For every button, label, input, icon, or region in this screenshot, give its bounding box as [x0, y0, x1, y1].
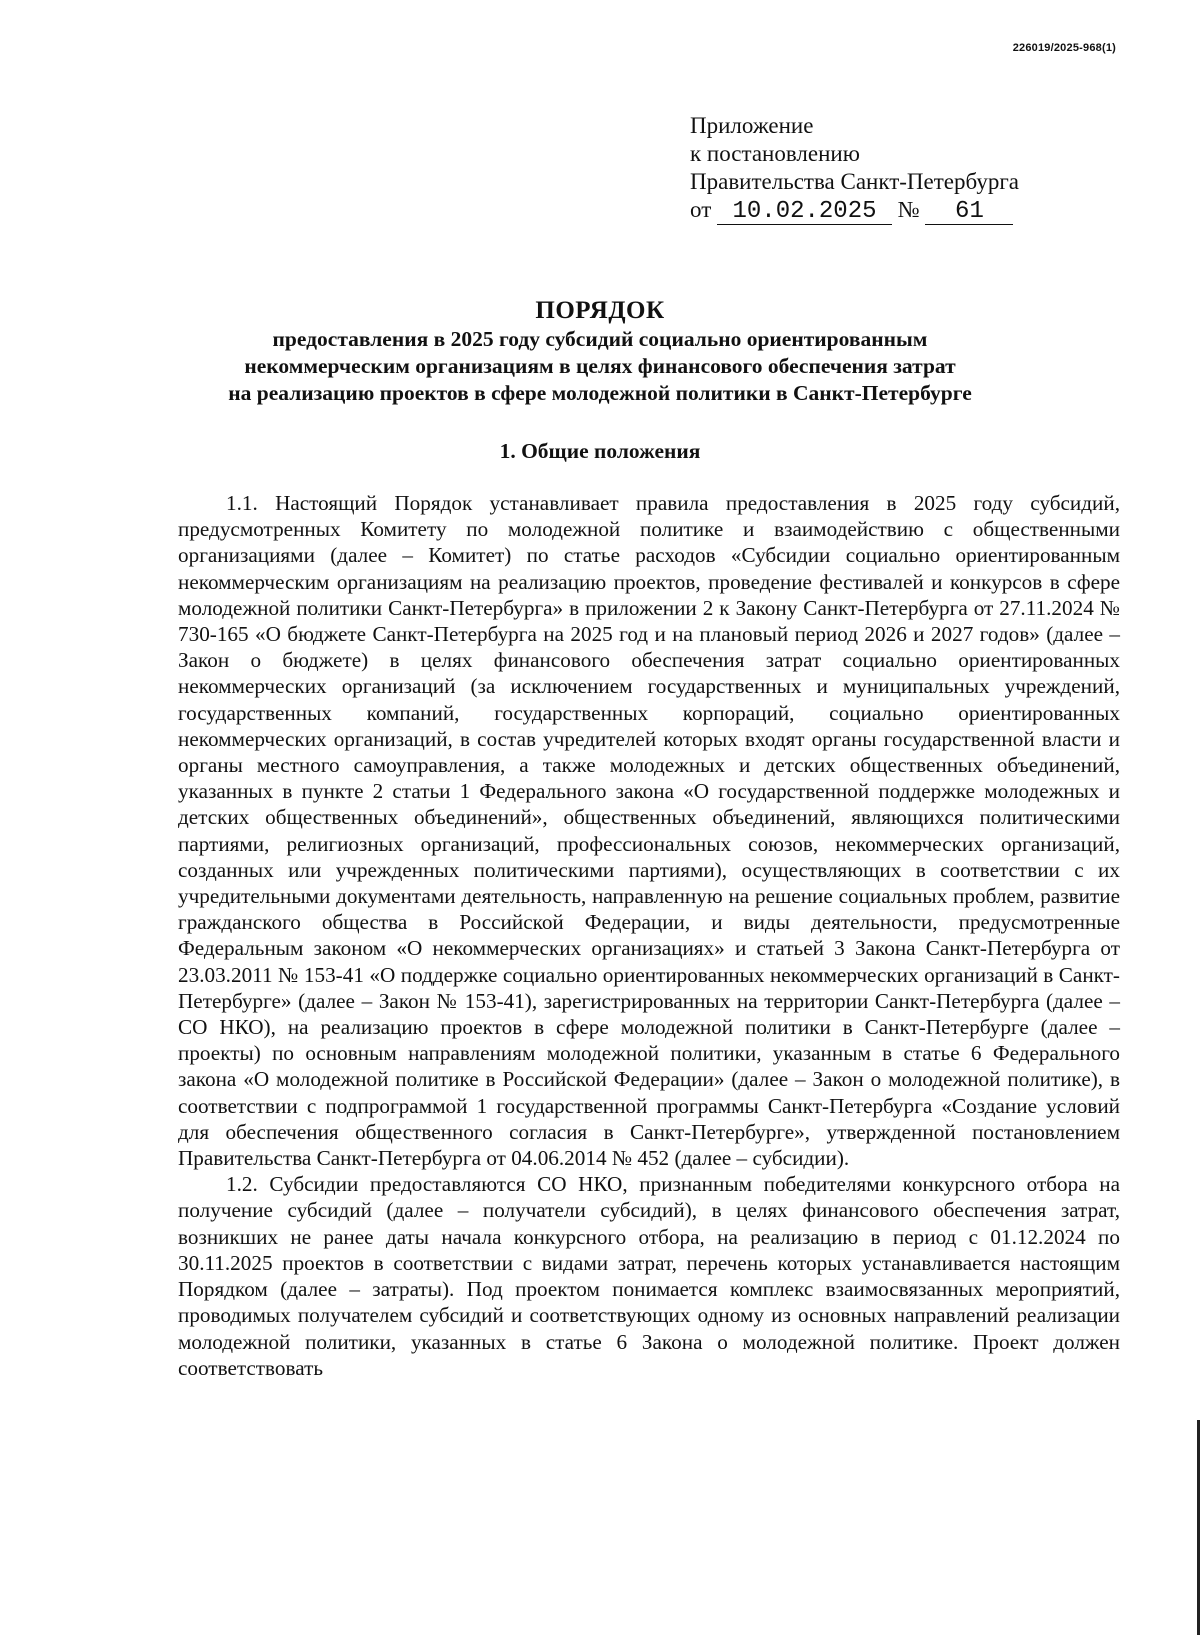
appendix-block	[690, 112, 1019, 225]
number-value: 61	[925, 200, 1013, 225]
section-heading: 1. Общие положения	[499, 439, 701, 463]
date-value: 10.02.2025	[717, 200, 892, 225]
title-line-1: предоставления в 2025 году субсидий социально ориентированным	[272, 327, 928, 351]
body-text	[178, 490, 1120, 1381]
appendix-line-3: Правительства Санкт-Петербурга	[690, 169, 1019, 194]
title-line-3: на реализацию проектов в сфере молодежной политики в Санкт-Петербурге	[228, 381, 972, 405]
appendix-date-line	[690, 196, 1019, 225]
paragraph-1-1: 1.1. Настоящий Порядок устанавливает правила предоставления в 2025 году субсидий, предусмотренных Комитету по молодежной политике и взаимодействию с общественными организациями (далее – Комитет) по статье расходов «Субсидии социально ориентированным некоммерческим организациям на реализацию проектов, проведение фестивалей и конкурсов в сфере молодежной политики Санкт-Петербурга» в приложении 2 к Закону Санкт-Петербурга от 27.11.2024 № 730-165 «О бюджете Санкт-Петербурга на 2025 год и на плановый период 2026 и 2027 годов» (далее – Закон о бюджете) в целях финансового обеспечения затрат социально ориентированных некоммерческих организаций (за исключением государственных и муниципальных учреждений, государственных компаний, государственных корпораций, социально ориентированных некоммерческих организаций, в состав учредителей которых входят органы государственной власти и органы местного самоуправления, а также молодежных и детских общественных объединений, указанных в пункте 2 статьи 1 Федерального закона «О государственной поддержке молодежных и детских общественных объединений», общественных объединений, являющихся политическими партиями, религиозных организаций, профессиональных союзов, некоммерческих организаций, созданных или учрежденных политическими партиями), осуществляющих в соответствии с их учредительными документами деятельность, направленную на решение социальных проблем, развитие гражданского общества в Российской Федерации, и виды деятельности, предусмотренные Федеральным законом «О некоммерческих организациях» и статьей 3 Закона Санкт-Петербурга от 23.03.2011 № 153-41 «О поддержке социально ориентированных некоммерческих организаций в Санкт-Петербурге» (далее – Закон № 153-41), зарегистрированных на территории Санкт-Петербурга (далее – СО НКО), на реализацию проектов в сфере молодежной политики в Санкт-Петербурге (далее – проекты) по основным направлениям молодежной политики, указанным в статье 6 Федерального закона «О молодежной политике в Российской Федерации» (далее – Закон о молодежной политике), в соответствии с подпрограммой 1 государственной программы Санкт-Петербурга «Создание условий для обеспечения общественного согласия в Санкт-Петербурге», утвержденной постановлением Правительства Санкт-Петербурга от 04.06.2014 № 452 (далее – субсидии).	[178, 491, 1120, 1171]
title-line-2: некоммерческим организациям в целях финансового обеспечения затрат	[244, 354, 956, 378]
paragraph-1-2: 1.2. Субсидии предоставляются СО НКО, признанным победителями конкурсного отбора на получение субсидий (далее – получатели субсидий), в целях финансового обеспечения затрат, возникших не ранее даты начала конкурсного отбора, на реализацию в период с 01.12.2024 по 30.11.2025 проектов в соответствии с видами затрат, перечень которых устанавливается настоящим Порядком (далее – затраты). Под проектом понимается комплекс взаимосвязанных мероприятий, проводимых получателем субсидий и соответствующих одному из основных направлений реализации молодежной политики, указанных в статье 6 Закона о молодежной политике. Проект должен соответствовать	[178, 1172, 1120, 1380]
document-id: 226019/2025-968(1)	[1012, 42, 1116, 54]
document-title	[100, 296, 1100, 407]
date-prefix: от	[690, 197, 712, 222]
title-main: ПОРЯДОК	[535, 297, 665, 324]
number-sign: №	[897, 197, 920, 222]
appendix-line-2: к постановлению	[690, 141, 860, 166]
appendix-line-1: Приложение	[690, 113, 814, 138]
